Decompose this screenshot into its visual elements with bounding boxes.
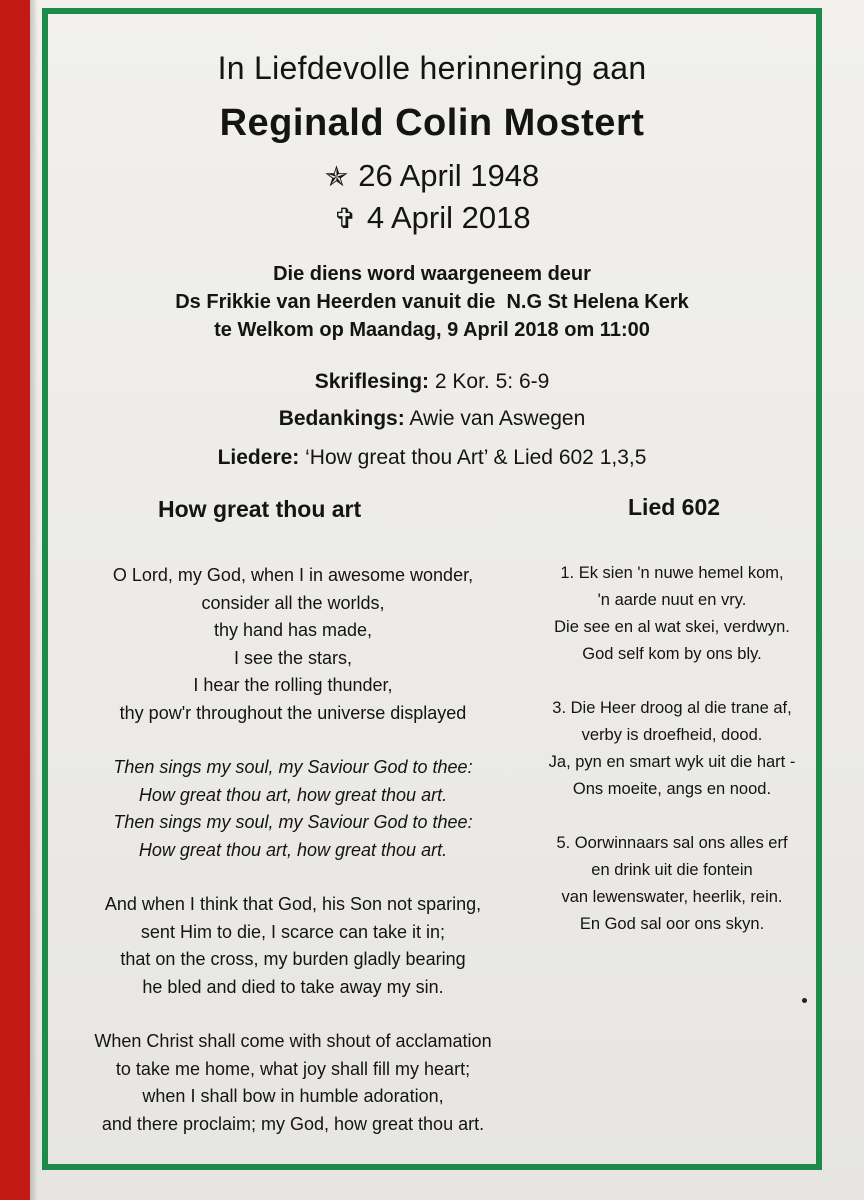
left-song-title: How great thou art bbox=[158, 496, 362, 522]
lyric-line: God self kom by ons bly. bbox=[582, 645, 762, 663]
lyric-line: Ja, pyn en smart wyk uit die hart - bbox=[548, 753, 796, 771]
thanks-value: Awie van Aswegen bbox=[404, 407, 586, 430]
lyric-line: that on the cross, my burden gladly bearing bbox=[120, 949, 466, 969]
lyric-line: En God sal oor ons skyn. bbox=[579, 915, 765, 933]
birth-date-line bbox=[48, 158, 816, 194]
songs-line bbox=[48, 446, 816, 470]
left-song-lyrics bbox=[48, 562, 538, 1165]
deceased-name: Reginald Colin Mostert bbox=[219, 102, 645, 144]
lyric-line: 3. Die Heer droog al die trane af, bbox=[552, 699, 792, 717]
stanza bbox=[48, 562, 538, 727]
star-icon: ✯ bbox=[324, 161, 349, 192]
death-date-line bbox=[48, 200, 816, 236]
songs-label: Liedere: bbox=[217, 446, 300, 469]
cross-icon: ✞ bbox=[333, 203, 357, 234]
ink-dot bbox=[802, 998, 807, 1003]
lyric-line: 'n aarde nuut en vry. bbox=[597, 591, 747, 609]
lyric-line: and there proclaim; my God, how great thou art. bbox=[101, 1113, 485, 1134]
service-line-1: Die diens word waargeneem deur bbox=[273, 263, 591, 285]
lyric-line: sent Him to die, I scarce can take it in; bbox=[140, 921, 446, 942]
lyric-line: And when I think that God, his Son not sparing, bbox=[104, 894, 482, 914]
death-date: 4 April 2018 bbox=[366, 200, 531, 235]
lyric-line: I hear the rolling thunder, bbox=[193, 675, 393, 695]
thanks-label: Bedankings: bbox=[278, 407, 405, 430]
lyric-line: 5. Oorwinnaars sal ons alles erf bbox=[556, 834, 788, 852]
lyric-line: thy pow'r throughout the universe displayed bbox=[119, 702, 467, 723]
service-line-3: te Welkom op Maandag, 9 April 2018 om 11:00 bbox=[214, 319, 650, 341]
lyric-line: consider all the worlds, bbox=[201, 592, 385, 613]
lyric-line: Ons moeite, angs en nood. bbox=[572, 780, 772, 798]
stanza bbox=[538, 695, 806, 803]
card-content bbox=[48, 14, 816, 1164]
songs-value: ‘How great thou Art’ & Lied 602 1,3,5 bbox=[299, 446, 647, 469]
service-info bbox=[48, 260, 816, 344]
intro-line: In Liefdevolle herinnering aan bbox=[217, 50, 647, 86]
lyric-line: Then sings my soul, my Saviour God to thee: bbox=[113, 757, 473, 777]
stanza bbox=[538, 830, 806, 938]
lyric-line: How great thou art, how great thou art. bbox=[138, 839, 448, 860]
stanza bbox=[48, 891, 538, 1001]
lyric-line: en drink uit die fontein bbox=[591, 861, 753, 879]
lyric-line: verby is droefheid, dood. bbox=[581, 726, 763, 744]
lyric-line: to take me home, what joy shall fill my heart; bbox=[115, 1058, 471, 1079]
thanks-line bbox=[48, 407, 816, 431]
right-song-title: Lied 602 bbox=[628, 494, 721, 520]
scripture-reading bbox=[48, 370, 816, 394]
service-line-2: Ds Frikkie van Heerden vanuit die N.G St Helena Kerk bbox=[175, 291, 689, 313]
lyric-line: I see the stars, bbox=[233, 647, 353, 668]
card-fold-shadow bbox=[30, 0, 38, 1200]
lyric-line: When Christ shall come with shout of acclamation bbox=[94, 1031, 492, 1051]
lyric-line: Die see en al wat skei, verdwyn. bbox=[554, 618, 790, 636]
lyric-line: thy hand has made, bbox=[213, 620, 373, 640]
scripture-label: Skriflesing: bbox=[314, 370, 430, 393]
lyric-line: How great thou art, how great thou art. bbox=[138, 784, 448, 805]
lyric-line: Then sings my soul, my Saviour God to thee: bbox=[113, 812, 473, 832]
lyric-line: he bled and died to take away my sin. bbox=[142, 976, 444, 997]
birth-date: 26 April 1948 bbox=[358, 158, 540, 193]
stanza bbox=[48, 754, 538, 864]
lyric-line: when I shall bow in humble adoration, bbox=[142, 1086, 444, 1106]
stanza bbox=[538, 560, 806, 668]
lyric-line: van lewenswater, heerlik, rein. bbox=[561, 888, 783, 906]
lyric-line: 1. Ek sien 'n nuwe hemel kom, bbox=[560, 564, 784, 582]
stanza bbox=[48, 1028, 538, 1138]
lyric-line: O Lord, my God, when I in awesome wonder, bbox=[112, 565, 474, 585]
right-song-lyrics bbox=[538, 560, 806, 965]
scripture-value: 2 Kor. 5: 6-9 bbox=[429, 370, 550, 393]
